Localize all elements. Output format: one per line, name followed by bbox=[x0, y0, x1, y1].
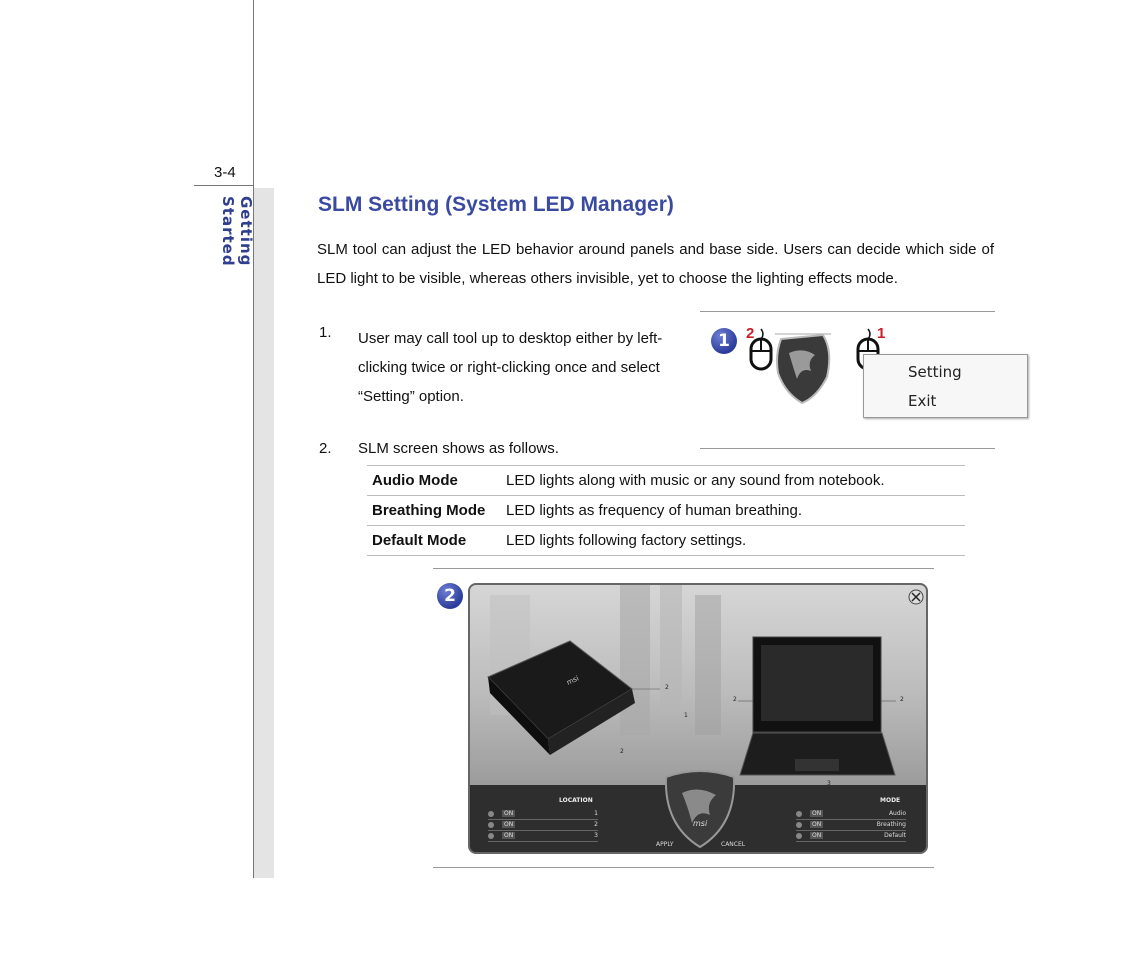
radio-icon bbox=[796, 811, 802, 817]
radio-icon bbox=[488, 811, 494, 817]
mode-panel bbox=[796, 809, 906, 842]
figure-1-badge: 1 bbox=[711, 328, 737, 354]
intro-paragraph: SLM tool can adjust the LED behavior around panels and base side. Users can decide which side of LED light to be visible, whereas others invisible, yet to choose the lighting effects mode. bbox=[317, 241, 994, 287]
mode-label: Breathing bbox=[876, 821, 906, 828]
figure-2-badge: 2 bbox=[437, 583, 463, 609]
side-band bbox=[254, 188, 274, 878]
section-title: SLM Setting (System LED Manager) bbox=[318, 193, 674, 216]
mode-label: Audio bbox=[888, 810, 906, 817]
radio-icon bbox=[796, 833, 802, 839]
mode-name: Breathing Mode bbox=[367, 496, 506, 526]
chapter-label bbox=[219, 196, 255, 336]
location-row[interactable] bbox=[488, 820, 598, 831]
mode-label: Default bbox=[884, 832, 906, 839]
mode-description: LED lights along with music or any sound from notebook. bbox=[506, 466, 965, 496]
figure-1-bottom-rule bbox=[700, 448, 995, 449]
apply-button[interactable]: APPLY bbox=[656, 841, 674, 848]
mode-row[interactable] bbox=[796, 831, 906, 842]
context-menu bbox=[863, 354, 1028, 418]
callout-label: 3 bbox=[827, 780, 831, 787]
location-title: LOCATION bbox=[559, 797, 593, 804]
radio-icon bbox=[796, 822, 802, 828]
tray-figure bbox=[745, 325, 837, 407]
callout-label: 2 bbox=[900, 696, 904, 703]
modes-table bbox=[367, 465, 965, 556]
step-1-number: 1. bbox=[319, 324, 332, 341]
location-row[interactable] bbox=[488, 831, 598, 842]
page-number: 3-4 bbox=[214, 164, 236, 181]
page-number-rule bbox=[194, 185, 254, 186]
mode-description: LED lights as frequency of human breathing. bbox=[506, 496, 965, 526]
menu-item-exit[interactable]: Exit bbox=[908, 392, 937, 410]
mode-row[interactable] bbox=[796, 809, 906, 820]
location-row[interactable] bbox=[488, 809, 598, 820]
table-row bbox=[367, 466, 965, 496]
laptop-open-image bbox=[740, 637, 895, 775]
toggle-label: ON bbox=[504, 832, 514, 839]
toggle-label: ON bbox=[812, 821, 822, 828]
toggle-label: ON bbox=[812, 810, 822, 817]
location-number: 2 bbox=[594, 821, 598, 828]
table-row bbox=[367, 496, 965, 526]
mode-name: Default Mode bbox=[367, 526, 506, 556]
toggle-label: ON bbox=[504, 821, 514, 828]
mode-title: MODE bbox=[880, 797, 901, 804]
mode-description: LED lights following factory settings. bbox=[506, 526, 965, 556]
figure-2-bottom-rule bbox=[433, 867, 934, 868]
brand-logo: msi bbox=[693, 819, 708, 828]
right-click-count: 1 bbox=[877, 325, 886, 342]
left-click-count: 2 bbox=[746, 325, 755, 342]
laptop-logo: msi bbox=[565, 674, 581, 687]
menu-item-setting[interactable]: Setting bbox=[908, 363, 962, 381]
callout-label: 1 bbox=[684, 712, 688, 719]
callout-label: 2 bbox=[733, 696, 737, 703]
callout-label: 2 bbox=[665, 684, 669, 691]
callout-label: 2 bbox=[620, 748, 624, 755]
figure-2-top-rule bbox=[433, 568, 934, 569]
location-panel bbox=[488, 809, 598, 842]
mode-name: Audio Mode bbox=[367, 466, 506, 496]
location-number: 1 bbox=[594, 810, 598, 817]
cancel-button[interactable]: CANCEL bbox=[721, 841, 746, 848]
step-2-number: 2. bbox=[319, 440, 332, 457]
step-1-text: User may call tool up to desktop either by left-clicking twice or right-clicking once and select “Setting” option. bbox=[358, 330, 663, 405]
toggle-label: ON bbox=[812, 832, 822, 839]
table-row bbox=[367, 526, 965, 556]
slm-screenshot bbox=[468, 583, 928, 854]
radio-icon bbox=[488, 822, 494, 828]
figure-1-top-rule bbox=[700, 311, 995, 312]
step-2-text: SLM screen shows as follows. bbox=[358, 440, 559, 457]
toggle-label: ON bbox=[504, 810, 514, 817]
radio-icon bbox=[488, 833, 494, 839]
chapter-text: Getting Started bbox=[219, 196, 255, 267]
location-number: 3 bbox=[594, 832, 598, 839]
mode-row[interactable] bbox=[796, 820, 906, 831]
